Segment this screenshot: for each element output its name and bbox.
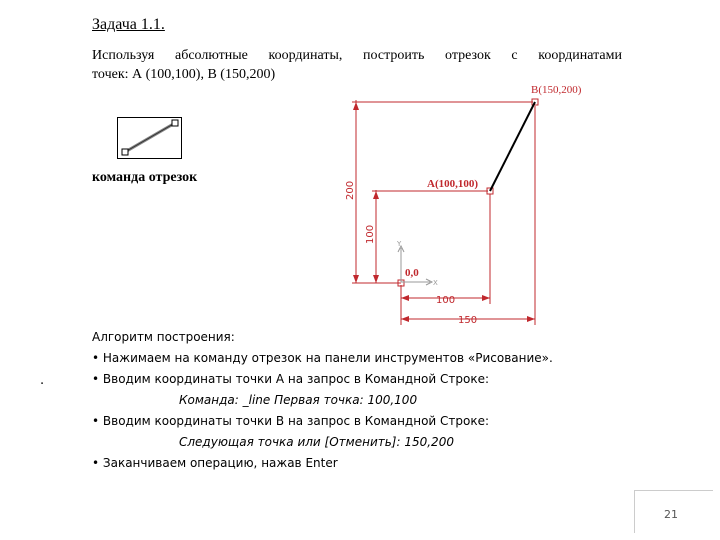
- algorithm-step-3-command: Следующая точка или [Отменить]: 150,200: [179, 435, 454, 449]
- algorithm-block: [92, 327, 652, 474]
- origin-label: 0,0: [405, 267, 419, 279]
- algorithm-step-4: • Заканчиваем операцию, нажав Enter: [92, 456, 338, 470]
- stray-bullet: .: [40, 373, 45, 388]
- ucs-axes-icon: [398, 246, 432, 285]
- dim-label-horizontal-inner: 100: [436, 295, 456, 306]
- task-line-1: Используя абсолютные координаты, построить отрезок с координатами: [92, 48, 622, 63]
- command-caption: команда отрезок: [92, 170, 198, 185]
- task-title: Задача 1.1.: [92, 16, 165, 33]
- y-axis-label: Y: [397, 240, 402, 248]
- dim-label-vertical-outer: 200: [345, 180, 356, 200]
- dim-label-vertical-inner: 100: [365, 224, 376, 244]
- algorithm-step-2-command: Команда: _line Первая точка: 100,100: [179, 393, 418, 407]
- algorithm-step-2: • Вводим координаты точки А на запрос в Командной Строке:: [92, 372, 489, 386]
- x-axis-label: X: [433, 279, 438, 287]
- page-number: 21: [664, 508, 678, 521]
- point-b-label: B(150,200): [531, 84, 582, 96]
- algorithm-step-3: • Вводим координаты точки В на запрос в Командной Строке:: [92, 414, 490, 428]
- task-line-2: точек: А (100,100), В (150,200): [92, 67, 276, 82]
- algorithm-heading: Алгоритм построения:: [92, 330, 235, 344]
- dimension-arrows: [353, 102, 535, 322]
- point-a-label: A(100,100): [427, 178, 479, 190]
- dim-label-horizontal-outer: 150: [458, 315, 478, 326]
- algorithm-step-1: • Нажимаем на команду отрезок на панели инструментов «Рисование».: [92, 351, 553, 365]
- segment-ab: [490, 102, 535, 191]
